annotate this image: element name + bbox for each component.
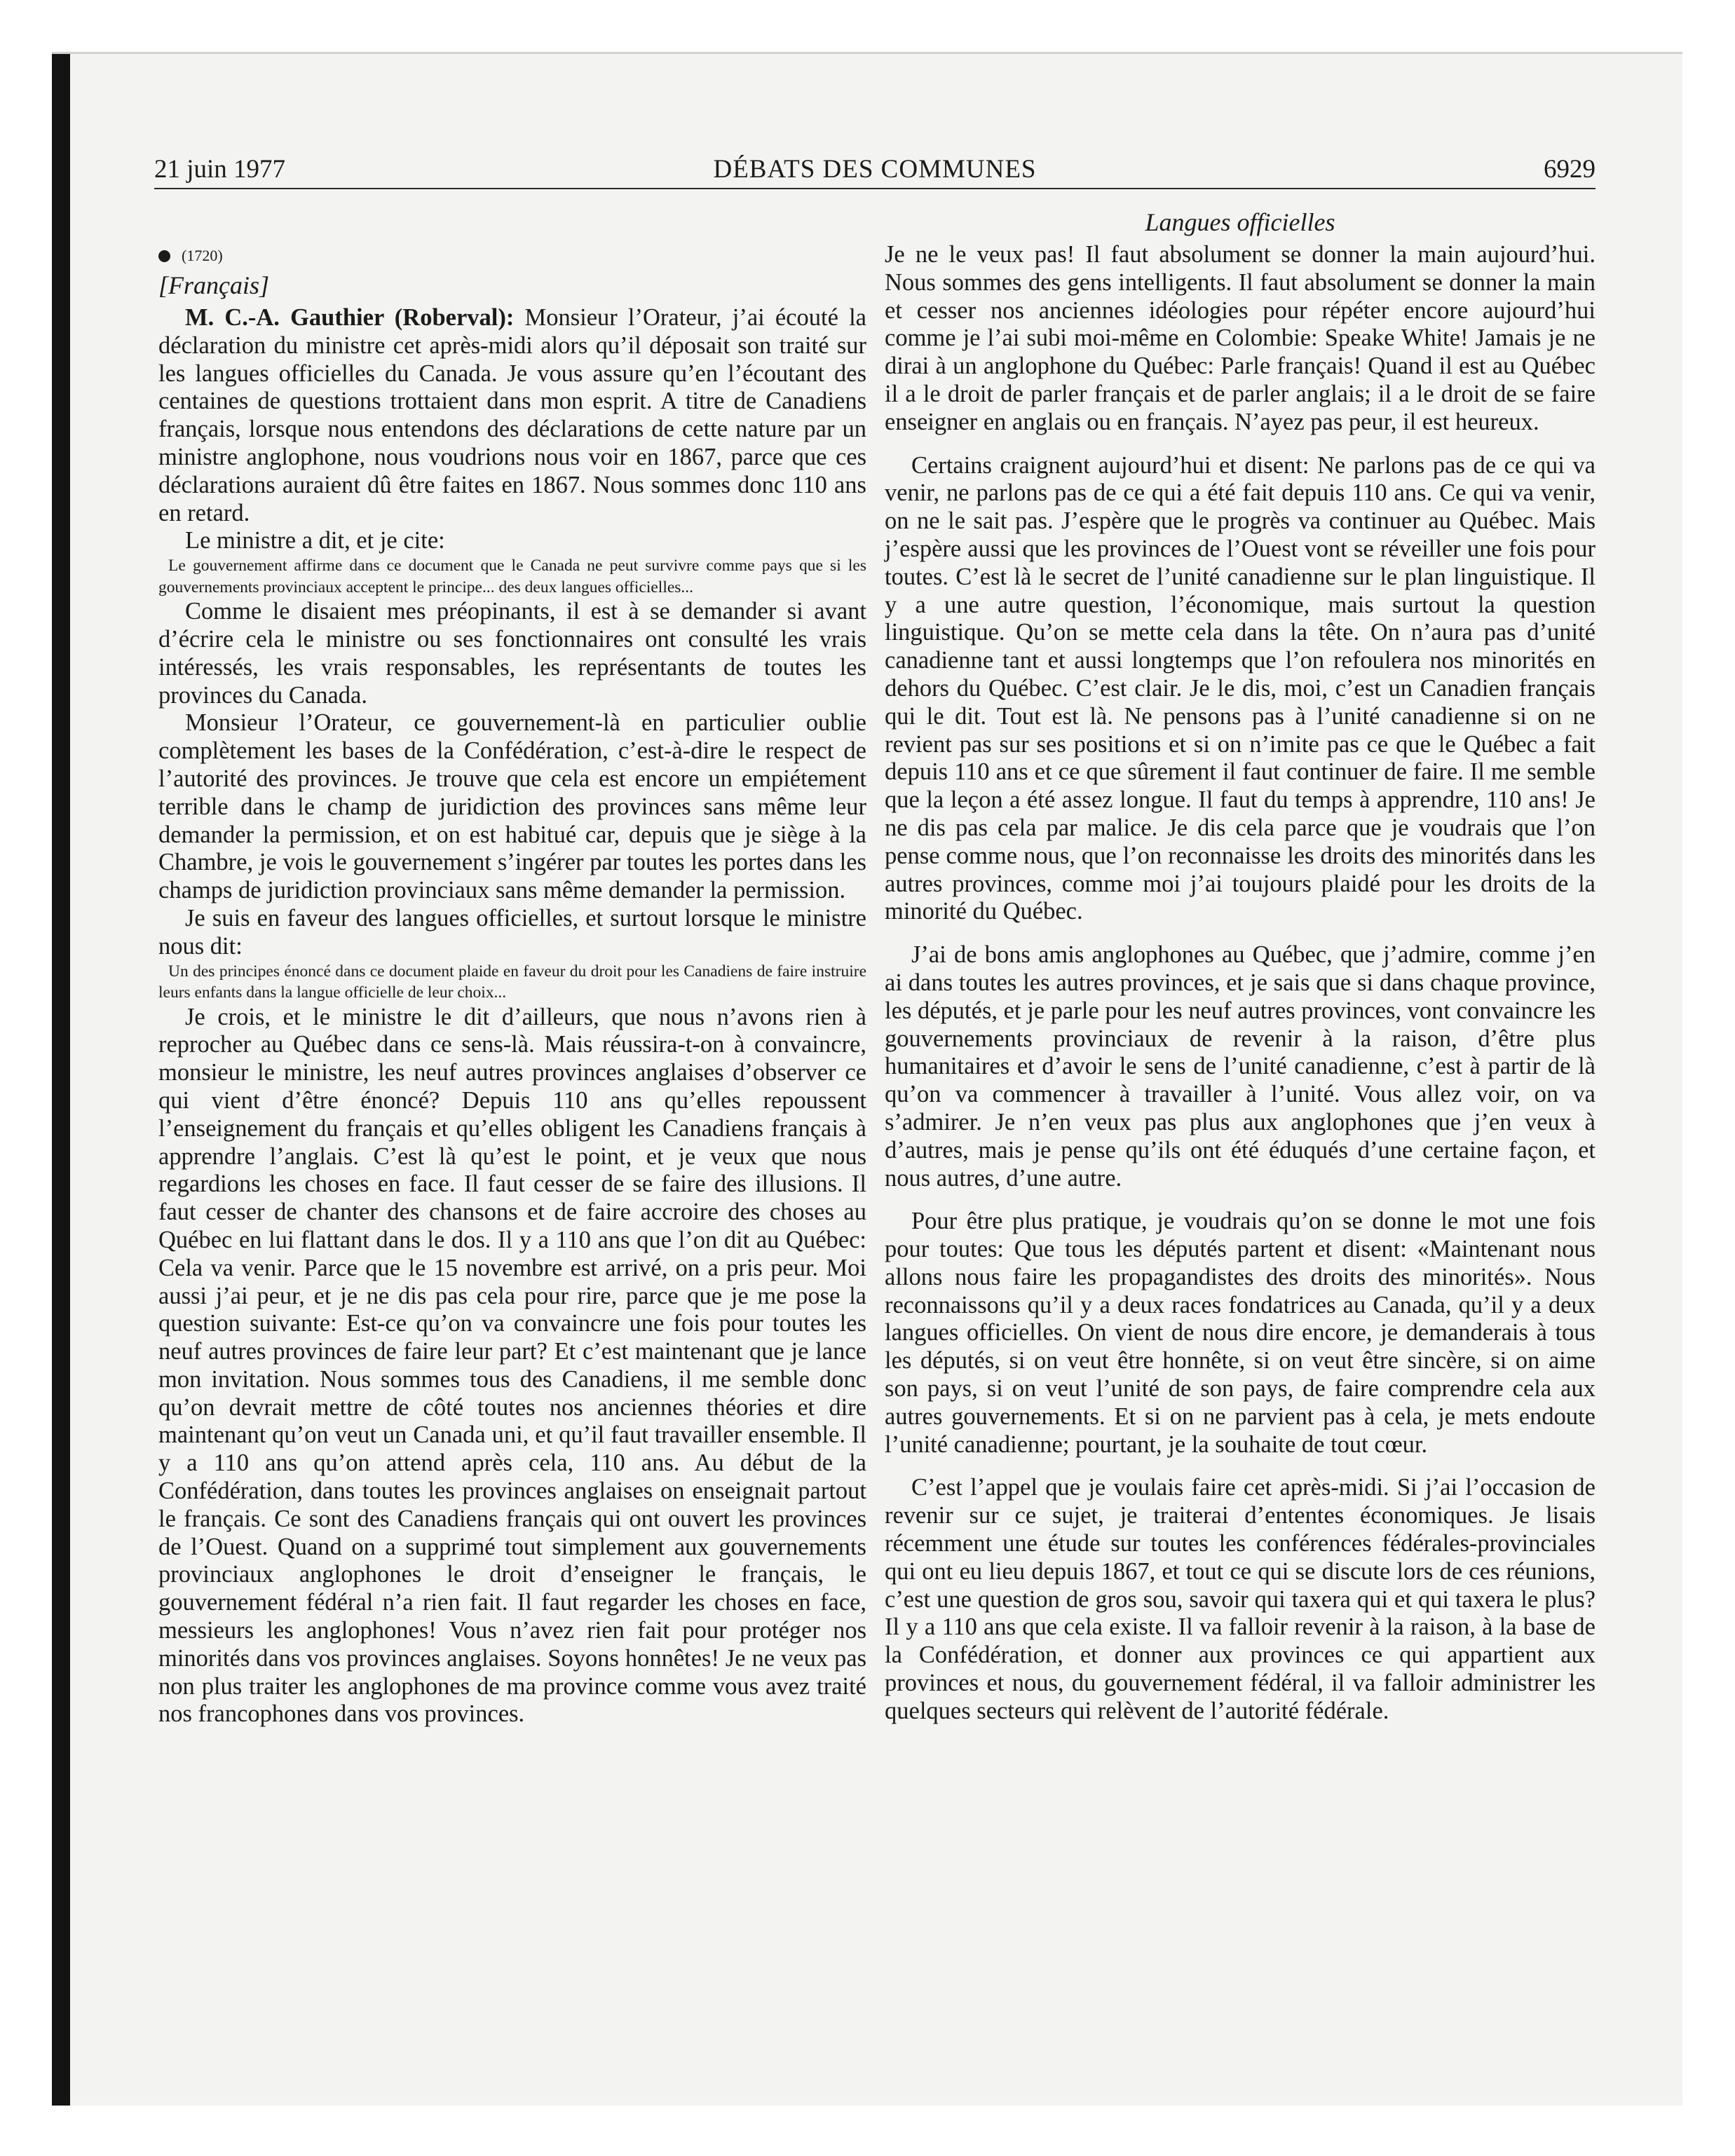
language-tag: [Français] bbox=[158, 271, 270, 299]
paragraph: Je suis en faveur des langues officielles, et surtout lorsque le ministre nous dit: bbox=[158, 904, 866, 960]
paragraph: Je ne le veux pas! Il faut absolument se donner la main aujourd’hui. Nous sommes des gens intelligents. Il faut absolument se donner la main et cesser nos anciennes idéologies pour répéter encore aujourd’hui comme je l’ai subi moi-même en Colombie: Speake White! Jamais je ne dirai à un anglophone du Québec: Parle français! Quand il est au Québec il a le droit de parler français et de parler anglais; il a le droit de se faire enseigner en anglais ou en français. N’ayez pas peur, il est heureux. bbox=[885, 241, 1595, 435]
time-marker-text: (1720) bbox=[182, 247, 223, 264]
scan-edge-top bbox=[52, 52, 1682, 54]
header-date: 21 juin 1977 bbox=[154, 155, 286, 184]
section-title: Langues officielles bbox=[1145, 208, 1335, 236]
paragraph: Je crois, et le ministre le dit d’ailleurs, que nous n’avons rien à reprocher au Québec dans ce sens-là. Mais réussira-t-on à convaincre, monsieur le ministre, les neuf autres provinces anglaises d’observer ce qui vient d’être énoncé? Depuis 110 ans qu’elles repoussent l’enseignement du français et qu’elles obligent les Canadiens français à apprendre l’anglais. C’est là qu’est le point, et je veux que nous regardions les choses en face. Il faut cesser de se faire des illusions. Il faut cesser de chanter des chansons et de faire accroire des choses au Québec en lui flattant dans le dos. Il y a 110 ans que l’on dit au Québec: Cela va venir. Parce que le 15 novembre est arrivé, on a pris peur. Moi aussi j’ai peur, et je ne dis pas cela pour rire, parce que je me pose la question suivante: Est-ce qu’on va convaincre une fois pour toutes les neuf autres provinces de faire leur part? Et c’est maintenant que je lance mon invitation. Nous sommes tous des Canadiens, il me semble donc qu’on devrait mettre de côté toutes nos anciennes théories et dire maintenant qu’on veut un Canada uni, et qu’il faut travailler ensemble. Il y a 110 ans qu’on attend après cela, 110 ans. Au début de la Confédération, dans toutes les provinces anglaises on enseignait partout le français. Ce sont des Canadiens français qui ont ouvert les provinces de l’Ouest. Quand on a supprimé tout simplement aux gouvernements provinciaux anglophones le droit d’enseigner le français, le gouvernement fédéral n’a rien fait. Il faut regarder les choses en face, messieurs les anglophones! Vous n’avez rien fait pour protéger nos minorités dans vos provinces anglaises. Soyons honnêtes! Je ne veux pas non plus traiter les anglophones de ma province comme vous avez traité nos francophones dans vos provinces. bbox=[158, 1003, 866, 1728]
block-quote: Un des principes énoncé dans ce document plaide en faveur du droit pour les Canadiens de faire instruire leurs enfants dans la langue officielle de leur choix... bbox=[158, 962, 866, 1002]
speaker-name: M. C.-A. Gauthier (Roberval): bbox=[185, 304, 515, 331]
header-page-number: 6929 bbox=[1544, 155, 1595, 184]
paragraph: Le ministre a dit, et je cite: bbox=[185, 527, 445, 554]
block-quote: Le gouvernement affirme dans ce document que le Canada ne peut survivre comme pays que si les gouvernements provinciaux acceptent le principe... des deux langues officielles... bbox=[158, 557, 866, 596]
header-title: DÉBATS DES COMMUNES bbox=[713, 155, 1037, 184]
paragraph: J’ai de bons amis anglophones au Québec, que j’admire, comme j’en ai dans toutes les autres provinces, et je sais que si dans chaque province, les députés, et je parle pour les neuf autres provinces, vont convaincre les gouvernements provinciaux de revenir à la raison, d’être plus humanitaires et d’avoir le sens de l’unité canadienne, c’est à partir de là qu’on va commencer à travailler à l’unité. Vous allez voir, on va s’admirer. Je n’en veux pas plus aux anglophones que j’en veux à d’autres, mais je pense qu’ils ont été éduqués d’une certaine façon, et nous autres, d’une autre. bbox=[885, 941, 1595, 1192]
left-column bbox=[158, 199, 866, 1728]
scan-edge-shadow bbox=[52, 52, 70, 2106]
time-marker bbox=[158, 245, 866, 266]
paragraph: Monsieur l’Orateur, ce gouvernement-là en particulier oublie complètement les bases de la Confédération, c’est-à-dire le respect de l’autorité des provinces. Je trouve que cela est encore un empiétement terrible dans le champ de juridiction des provinces sans même leur demander la permission, et on est habitué car, depuis que je siège à la Chambre, je vois le gouvernement s’ingérer par toutes les portes dans les champs de juridiction provinciaux sans même demander la permission. bbox=[158, 709, 866, 904]
right-column bbox=[885, 199, 1595, 1726]
paragraph: Pour être plus pratique, je voudrais qu’on se donne le mot une fois pour toutes: Que tous les députés partent et disent: «Maintenant nous allons nous faire les propagandistes des droits des minorités». Nous reconnaissons qu’il y a deux races fondatrices au Canada, qu’il y a deux langues officielles. On vient de nous dire encore, je demanderais à tous les députés, si on veut être honnête, si on veut être sincère, si on aime son pays, si on veut l’unité de son pays, de faire comprendre cela aux autres gouvernements. Et si on ne parvient pas à cela, je mets endoute l’unité canadienne; pourtant, je la souhaite de tout cœur. bbox=[885, 1208, 1595, 1458]
page-header bbox=[154, 153, 1595, 189]
paragraph: Certains craignent aujourd’hui et disent: Ne parlons pas de ce qui va venir, ne parlons pas de ce qui a été fait depuis 110 ans. Ce qui va venir, on ne le sait pas. J’espère que le progrès va continuer au Québec. Mais j’espère aussi que les provinces de l’Ouest vont se réveiller une fois pour toutes. C’est là le secret de l’unité canadienne sur le plan linguistique. Il y a une autre question, l’économique, mais surtout la question linguistique. Qu’on se mette cela dans la tête. On n’aura pas d’unité canadienne tant et aussi longtemps que l’on refoulera nos minorités en dehors du Québec. C’est clair. Je le dis, moi, c’est un Canadien français qui le dit. Tout est là. Ne pensons pas à l’unité canadienne si on ne revient pas sur ses positions et si on n’imite pas ce que le Québec a fait depuis 110 ans et ce que sûrement il faut continuer de faire. Il me semble que la leçon a été assez longue. Il faut du temps à apprendre, 110 ans! Je ne dis pas cela par malice. Je dis cela parce que je voudrais que l’on pense comme nous, que l’on reconnaisse les droits des minorités dans les autres provinces, comme moi j’ai toujours plaidé pour les droits de la minorité du Québec. bbox=[885, 451, 1595, 925]
paragraph: M. C.-A. Gauthier (Roberval): Monsieur l’Orateur, j’ai écouté la déclaration du ministre cet après-midi alors qu’il déposait son traité sur les langues officielles du Canada. Je vous assure qu’en l’écoutant des centaines de questions trottaient dans mon esprit. A titre de Canadiens français, lorsque nous entendons des déclarations de cette nature par un ministre anglophone, nous voudrions nous voir en 1867, parce que ces déclarations auraient dû être faites en 1867. Nous sommes donc 110 ans en retard. bbox=[158, 304, 866, 526]
paragraph: Comme le disaient mes préopinants, il est à se demander si avant d’écrire cela le ministre ou ses fonctionnaires ont consulté les vrais intéressés, les vrais responsables, les représentants de toutes les provinces du Canada. bbox=[158, 598, 866, 709]
bullet-icon bbox=[158, 250, 170, 262]
paragraph: C’est l’appel que je voulais faire cet après-midi. Si j’ai l’occasion de revenir sur ce sujet, je traiterai d’ententes économiques. Je lisais récemment une étude sur toutes les conférences fédérales-provinciales qui ont eu lieu depuis 1867, et tout ce qui se discute lors de ces réunions, c’est une question de gros sou, savoir qui taxera qui et qui taxera le plus? Il y a 110 ans que cela existe. Il va falloir revenir à la raison, à la base de la Confédération, et donner aux provinces ce qui appartient aux provinces et nous, du gouvernement fédéral, il va falloir administrer les quelques secteurs qui relèvent de l’autorité fédérale. bbox=[885, 1474, 1595, 1724]
